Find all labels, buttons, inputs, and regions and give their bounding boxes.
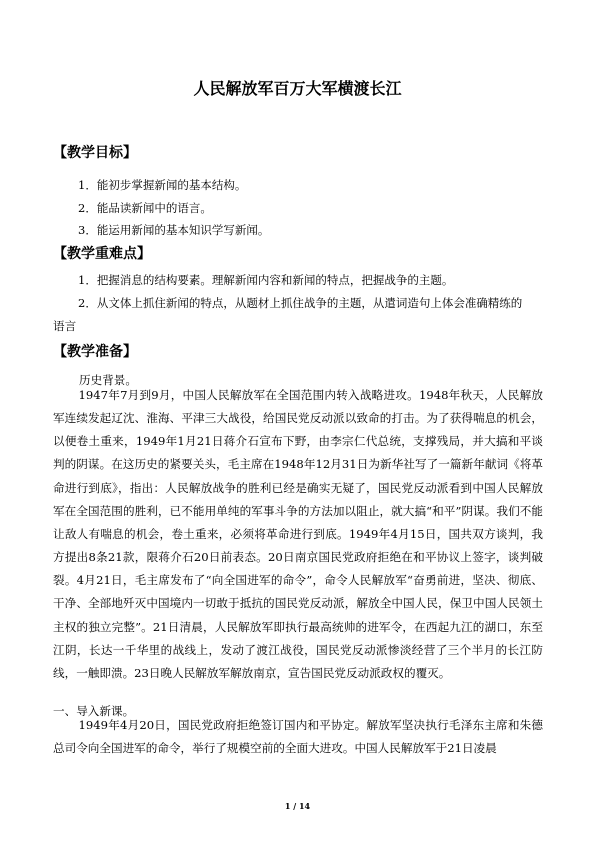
prep-label: 历史背景。 xyxy=(79,373,137,387)
intro-label: 一、导入新课。 xyxy=(53,704,135,718)
background-paragraph: 1947年7月到9月，中国人民解放军在全国范围内转入战略进攻。1948年秋天，人民解放军连续发起辽沈、淮海、平津三大战役，给国民党反动派以致命的打击。为了获得喘息的机会，以便卷土重来，1949年1月21日蒋介石宣布下野，由李宗仁代总统，支撑残局，并大搞和平谈判的阴谋。在这历史的紧要关头，毛主席在1948年12月31日为新华社写了一篇新年献词《将革命进行到底》，指出：人民解放战争的胜利已经是确实无疑了，国民党反动派看到中国人民解放军在全国范围的胜利，已不能用单纯的军事斗争的方法加以阻止，就大搞“和平”阴谋。我们不能让敌人有喘息的机会，卷土重来，必须将革命进行到底。1949年4月15日，国共双方谈判，我方提出8条21款，限蒋介石20日前表态。20日南京国民党政府拒绝在和平协议上签字，谈判破裂。4月21日，毛主席发布了“向全国进军的命令”，命令人民解放军“奋勇前进，坚决、彻底、干净、全部地歼灭中国境内一切敢于抵抗的国民党反动派，解放全中国人民，保卫中国人民领土主权的独立完整”。21日清晨，人民解放军即执行最高统帅的进军令，在西起九江的湖口，东至江阴，长达一千华里的战线上，发动了渡江战役，国民党反动派惨淡经营了三个半月的长江防线，一触即溃。23日晚人民解放军解放南京，宣告国民党反动派政权的覆灭。 xyxy=(53,388,543,680)
intro-paragraph: 1949年4月20日，国民党政府拒绝签订国内和平协定。解放军坚决执行毛泽东主席和朱德总司令向全国进军的命令，举行了规模空前的全面大进攻。中国人民解放军于21日凌晨 xyxy=(53,718,543,756)
section-heading-prep: 【教学准备】 xyxy=(53,344,137,360)
key-point-item-2: 2．从文体上抓住新闻的特点，从题材上抓住战争的主题，从遣词造句上体会准确精练的 xyxy=(78,296,523,310)
page-title: 人民解放军百万大军横渡长江 xyxy=(193,79,402,98)
goal-item-2: 2．能品读新闻中的语言。 xyxy=(78,201,212,215)
key-point-item-1: 1．把握消息的结构要素。理解新闻内容和新闻的特点，把握战争的主题。 xyxy=(78,273,454,287)
section-heading-goals: 【教学目标】 xyxy=(53,145,137,161)
goal-item-3: 3．能运用新闻的基本知识学写新闻。 xyxy=(78,223,270,237)
key-point-item-2-continuation: 语言 xyxy=(53,319,77,333)
section-heading-key-points: 【教学重难点】 xyxy=(53,246,151,262)
goal-item-1: 1．能初步掌握新闻的基本结构。 xyxy=(78,178,247,192)
page-number: 1 / 14 xyxy=(284,801,311,811)
